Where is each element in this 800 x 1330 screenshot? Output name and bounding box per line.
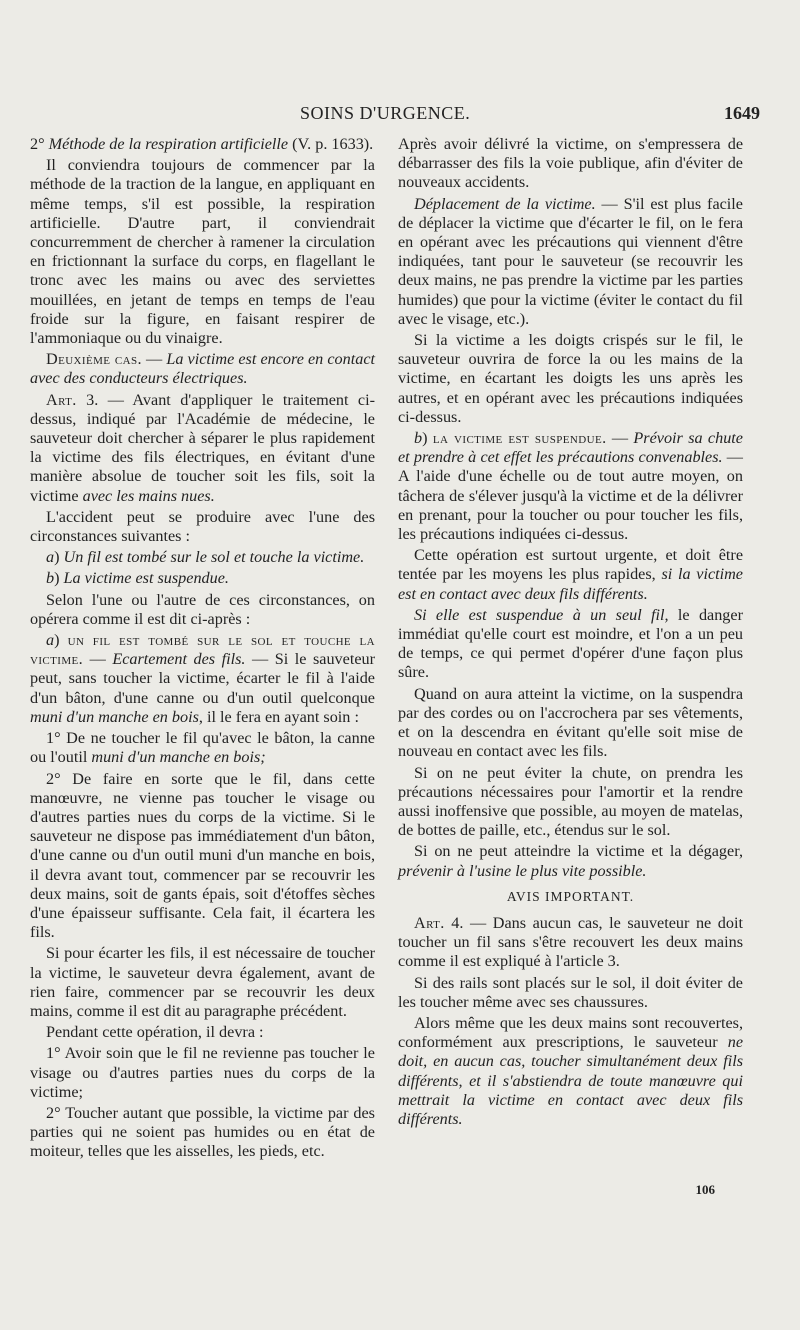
paragraph: Si elle est suspendue à un seul fil, le danger immédiat qu'elle court est moindre, et l'on a un peu de temps, ce qui permet d'opérer d'une façon plus sûre. [398,605,743,682]
paragraph: 2° Méthode de la respiration artificielle (V. p. 1633). [30,135,374,153]
paragraph: Pendant cette opération, il devra : [46,1023,264,1042]
paragraph: 2° Toucher autant que possible, la victime par des parties qui ne soient pas humides ou en état de moiteur, telles que les aisselles, les pieds, etc. [30,1103,375,1161]
paragraph: b) la victime est suspendue. — Prévoir sa chute et prendre à cet effet les précautions convenables. — A l'aide d'une échelle ou de tout autre moyen, on tâchera de s'élever jusqu'à la victime et de la délivrer en prenant, pour la toucher ou pour toucher les fils, les précautions indiquées ci-dessus. [398,429,743,544]
paragraph: Si des rails sont placés sur le sol, il doit éviter de les toucher même avec ses chaussures. [398,973,743,1011]
paragraph: L'accident peut se produire avec l'une des circonstances suivantes : [30,507,375,546]
paragraph: Si on ne peut éviter la chute, on prendra les précautions nécessaires pour l'amortir et la rendre aussi inoffensive que possible, au moyen de matelas, de bottes de paille, etc., étendus sur le sol. [398,763,743,840]
paragraph: Alors même que les deux mains sont recouvertes, conformément aux prescriptions, le sauveteur ne doit, en aucun cas, toucher simultanément deux fils différents, et il s'abstiendra de toute manœuvre qui mettrait la victime en contact avec deux fils différents. [398,1013,743,1128]
paragraph: Si pour écarter les fils, il est nécessaire de toucher la victime, le sauveteur devra également, avant de rien faire, commencer par se recouvrir les deux mains, comme il est dit au paragraphe précédent. [30,944,375,1020]
paragraph: Art. 3. — Avant d'appliquer le traitement ci-dessus, indiqué par l'Académie de médecine, le sauveteur doit chercher à séparer le plus rapidement la victime des fils électriques, en évitant d'une manière absolue de toucher soit les fils, soit la victime avec les mains nues. [30,390,375,505]
paragraph: a) Un fil est tombé sur le sol et touche la victime. [46,548,365,567]
paragraph: b) La victime est suspendue. [46,569,229,588]
paragraph: a) un fil est tombé sur le sol et touche la victime. — Ecartement des fils. — Si le sauveteur peut, sans toucher la victime, écarter le fil à l'aide d'un bâton, d'une canne ou d'un outil quelconque muni d'un manche en bois, il le fera en ayant soin : [30,631,376,726]
paragraph: Art. 4. — Dans aucun cas, le sauveteur ne doit toucher un fil sans s'être recouvert les deux mains comme il est expliqué à l'article 3. [398,913,743,971]
paragraph: 2° De faire en sorte que le fil, dans cette manœuvre, ne vienne pas toucher le visage ou d'autres parties nues du corps de la victime. Si le sauveteur ne dispose pas immédiatement d'un bâton, d'une canne ou d'un outil muni d'un manche en bois, il devra avant tout, commencer par se recouvrir les deux mains, soit de gants épais, soit d'étoffes sèches d'une épaisseur suffisante. Cela fait, il écartera les fils. [30,769,375,942]
paragraph: Après avoir délivré la victime, on s'empressera de débarrasser des fils la voie publique, afin d'éviter de nouveaux accidents. [398,135,743,192]
paragraph: 1° Avoir soin que le fil ne revienne pas toucher le visage ou d'autres parties nues du corps de la victime; [30,1044,375,1101]
paragraph: Quand on aura atteint la victime, on la suspendra par des cordes ou on l'accrochera par ses vêtements, et on la descendra en évitant qu'elle soit mise de nouveau en contact avec les fils. [398,684,743,761]
paragraph: Deuxième cas. — La victime est encore en contact avec des conducteurs électriques. [30,350,376,388]
paragraph: Si on ne peut atteindre la victime et la dégager, prévenir à l'usine le plus vite possible. [398,842,743,880]
paragraph: 1° De ne toucher le fil qu'avec le bâton, la canne ou l'outil muni d'un manche en bois; [30,729,375,767]
section-heading: AVIS IMPORTANT. [506,888,635,904]
page-number: 1649 [724,103,760,123]
paragraph: Selon l'une ou l'autre de ces circonstances, on opérera comme il est dit ci-après : [30,590,375,628]
left-column [30,135,375,1164]
paragraph: Déplacement de la victime. — S'il est plus facile de déplacer la victime que d'écarter le fil, on le fera en opérant avec les précautions qui viennent d'être indiquées, tant pour le sauveteur (se recouvrir les deux mains, ne pas prendre la victime par les parties humides) que pour la victime (éviter le contact du fil avec le visage, etc.). [398,194,743,328]
running-head: SOINS D'URGENCE. [300,103,471,123]
paragraph: Cette opération est surtout urgente, et doit être tentée par les moyens les plus rapides, si la victime est en contact avec deux fils différents. [398,546,743,603]
right-column [398,135,743,1131]
paragraph: Il conviendra toujours de commencer par la méthode de la traction de la langue, en appliquant en même temps, s'il est possible, la respiration artificielle. D'autre part, il conviendrait concurremment de chercher à ramener la circulation en frictionnant la surface du corps, en flagellant le tronc avec les mains ou avec des serviettes mouillées, en jetant de temps en temps de l'eau froide sur la figure, en faisant respirer de l'ammoniaque ou du vinaigre. [30,156,375,348]
paragraph: Si la victime a les doigts crispés sur le fil, le sauveteur ouvrira de force la ou les mains de la victime, en écartant les doigts les uns après les autres, et en opérant avec les précautions indiquées ci-dessus. [398,331,743,426]
signature-mark: 106 [695,1182,715,1197]
